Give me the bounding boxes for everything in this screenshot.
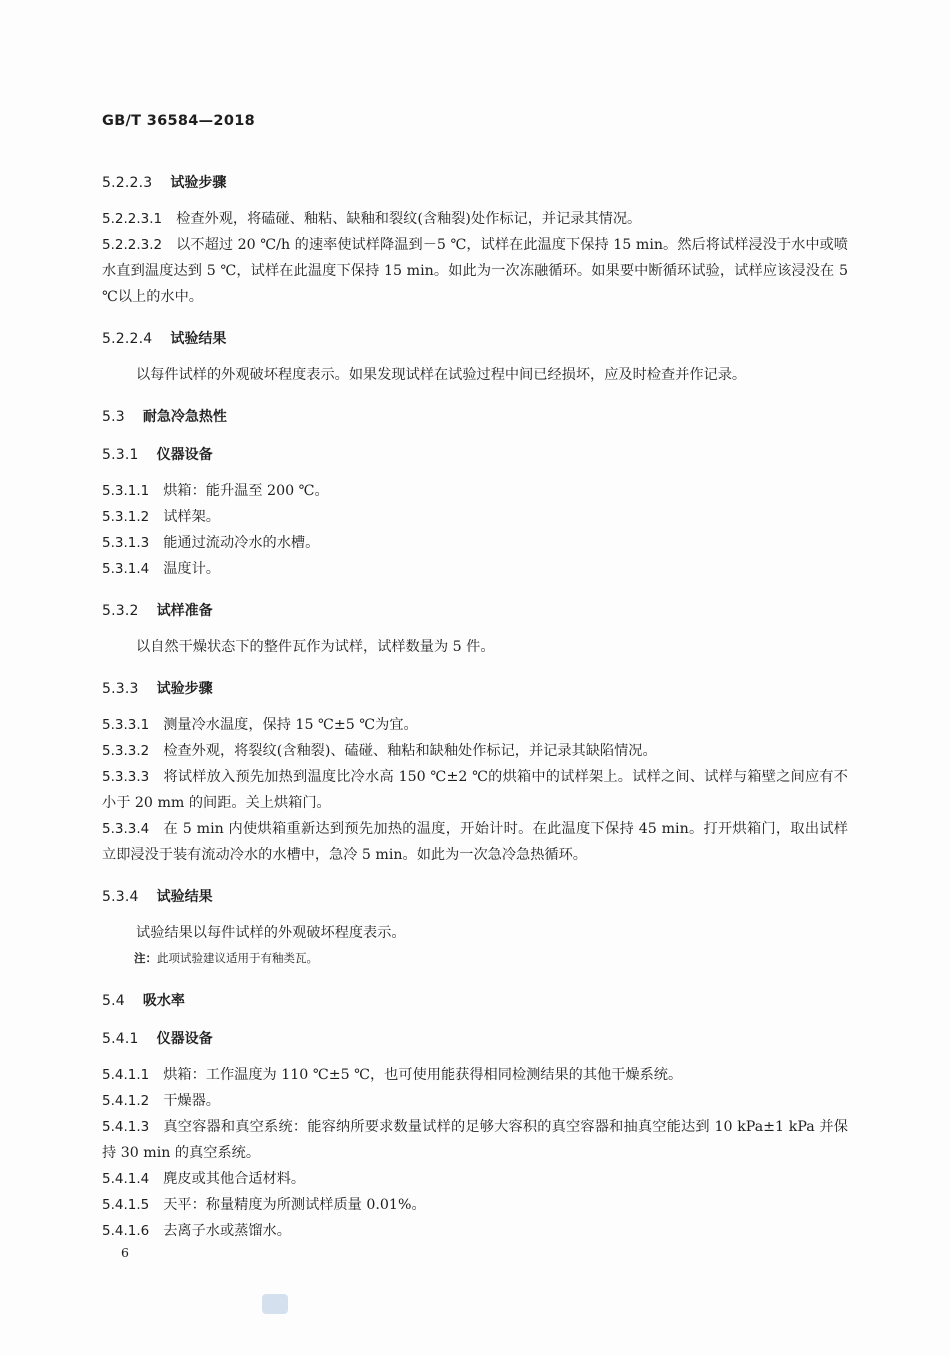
- heading-5-3-4: 5.3.4 试验结果: [102, 889, 213, 905]
- heading-5-2-2-4: 5.2.2.4 试验结果: [102, 331, 227, 347]
- clause-5-4-1-6: 5.4.1.6 去离子水或蒸馏水。: [102, 1223, 291, 1239]
- standard-code-header: GB/T 36584—2018: [102, 113, 255, 129]
- note: 注：此项试验建议适用于有釉类瓦。: [134, 951, 318, 965]
- heading-5-3: 5.3 耐急冷急热性: [102, 409, 227, 425]
- heading-5-3-2: 5.3.2 试样准备: [102, 603, 213, 619]
- clause-5-4-1-5: 5.4.1.5 天平：称量精度为所测试样质量 0.01%。: [102, 1197, 426, 1213]
- clause-5-3-3-3: 5.3.3.3 将试样放入预先加热到温度比冷水高 150 ℃±2 ℃的烘箱中的试样架上。试样之间、试样与箱壁之间应有不小于 20 mm 的间距。关上烘箱门。: [102, 769, 848, 811]
- clause-5-4-1-3: 5.4.1.3 真空容器和真空系统：能容纳所要求数量试样的足够大容积的真空容器和抽真空能达到 10 kPa±1 kPa 并保持 30 min 的真空系统。: [102, 1119, 848, 1161]
- paragraph-5-2-2-4: 以每件试样的外观破坏程度表示。如果发现试样在试验过程中间已经损坏，应及时检查并作记录。: [136, 367, 747, 383]
- clause-5-2-2-3-2: 5.2.2.3.2 以不超过 20 ℃/h 的速率使试样降温到－5 ℃，试样在此温度下保持 15 min。然后将试样浸没于水中或喷水直到温度达到 5 ℃，试样在此温度下保持 15 min。如此为一次冻融循环。如果要中断循环试验，试样应该浸没在 5 ℃以上的水中。: [102, 237, 848, 305]
- clause-5-4-1-4: 5.4.1.4 麂皮或其他合适材料。: [102, 1171, 306, 1187]
- heading-5-2-2-3: 5.2.2.3 试验步骤: [102, 175, 227, 191]
- heading-5-3-1: 5.3.1 仪器设备: [102, 447, 213, 463]
- clause-5-3-1-3: 5.3.1.3 能通过流动冷水的水槽。: [102, 535, 320, 551]
- paragraph-5-3-2: 以自然干燥状态下的整件瓦作为试样，试样数量为 5 件。: [136, 639, 495, 655]
- heading-5-4: 5.4 吸水率: [102, 993, 185, 1009]
- clause-5-3-3-2: 5.3.3.2 检查外观，将裂纹(含釉裂)、磕碰、釉粘和缺釉处作标记，并记录其缺陷情况。: [102, 743, 657, 759]
- clause-5-3-3-1: 5.3.3.1 测量冷水温度，保持 15 ℃±5 ℃为宜。: [102, 717, 418, 733]
- clause-5-3-1-2: 5.3.1.2 试样架。: [102, 509, 220, 525]
- heading-5-3-3: 5.3.3 试验步骤: [102, 681, 213, 697]
- clause-5-2-2-3-1: 5.2.2.3.1 检查外观，将磕碰、釉粘、缺釉和裂纹(含釉裂)处作标记，并记录其情况。: [102, 211, 642, 227]
- page-number: 6: [121, 1245, 129, 1260]
- clause-5-3-3-4: 5.3.3.4 在 5 min 内使烘箱重新达到预先加热的温度，开始计时。在此温度下保持 45 min。打开烘箱门，取出试样立即浸没于装有流动冷水的水槽中，急冷 5 min。如此为一次急冷急热循环。: [102, 821, 848, 863]
- clause-5-3-1-4: 5.3.1.4 温度计。: [102, 561, 220, 577]
- watermark-logo-icon: [262, 1294, 288, 1314]
- paragraph-5-3-4: 试验结果以每件试样的外观破坏程度表示。: [136, 925, 406, 941]
- heading-5-4-1: 5.4.1 仪器设备: [102, 1031, 213, 1047]
- clause-5-3-1-1: 5.3.1.1 烘箱：能升温至 200 ℃。: [102, 483, 329, 499]
- clause-5-4-1-1: 5.4.1.1 烘箱：工作温度为 110 ℃±5 ℃，也可使用能获得相同检测结果的其他干燥系统。: [102, 1067, 683, 1083]
- clause-5-4-1-2: 5.4.1.2 干燥器。: [102, 1093, 220, 1109]
